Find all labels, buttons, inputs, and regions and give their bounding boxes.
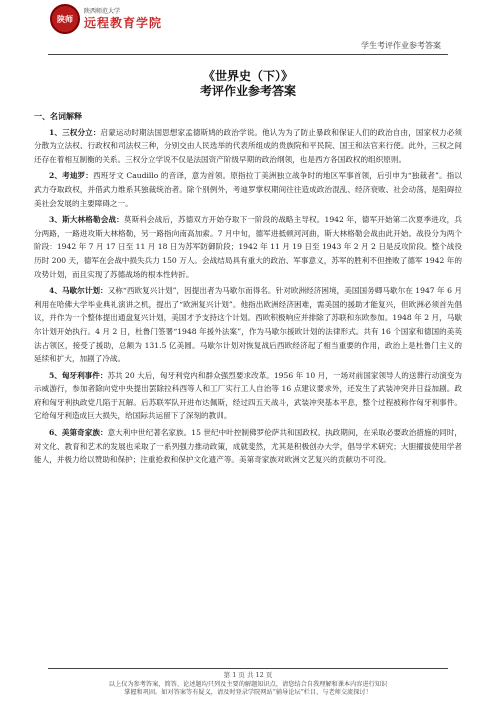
term-label: 2、考迪罗： — [49, 171, 93, 181]
term-text: 西班牙文 Caudillo 的音译，意为首领。原指拉丁美洲独立战争时的地区军事首领，后引申为“独裁者”。指以武力夺取政权，并借武力维系其独裁统治者。除个别例外，考迪罗掌权期间往往造成政治混乱、经济衰败、社会动荡，是阻碍拉美社会发展的主要障碍之一。 — [34, 171, 462, 208]
school-emblem-icon: 陕师 — [50, 4, 80, 34]
term-text: 莫斯科会战后，苏德双方开始夺取下一阶段的战略主导权。1942 年，德军开始第二次夏季进攻，兵分两路，一路进攻斯大林格勒，另一路指向南高加索。7 月中旬，德军进抵顿河河曲，斯大林格勒会战由此开始。战役分为两个阶段：1942 年 7 月 17 日至 11 月 18 日为苏军防御阶段；1942 年 11 月 19 日至 1943 年 2 月 2 日是反攻阶段。整个战役历时 200 天，德军在会战中损失兵力 150 万人。会战结局具有重大的政治、军事意义，苏军的胜利不但挫败了德军 1942 年的攻势计划，而且实现了苏德战场的根本性转折。 — [34, 215, 462, 279]
page-number: 第 1 页 共 12 页 — [223, 671, 273, 679]
page-header — [0, 0, 496, 58]
footer-note — [0, 681, 496, 697]
term-item — [34, 426, 462, 467]
term-item — [34, 126, 462, 167]
footer-note-line: 掌握和巩固。如对答案等有疑义，请及时登录学院网站“辅导论坛”栏目，与老师交流探讨！ — [124, 689, 372, 696]
header-caption: 学生考评作业参考答案 — [361, 41, 441, 50]
term-text: 意大利中世纪著名家族。15 世纪中叶控制佛罗伦萨共和国政权。执政期间，在采取必要政治措施的同时，对文化、教育和艺术的发展也采取了一系列强力推动政策，成就斐然，尤其是积极创办大学，倡导学术研究；大胆擢拔使用学者能人，并极力给以赞助和保护；注重抢救和保护文化遗产等。美第奇家族对欧洲文艺复兴的贡献功不可没。 — [34, 428, 462, 465]
logo-college-name: 远程教育学院 — [84, 15, 163, 30]
footer-divider — [48, 668, 448, 669]
term-item — [34, 284, 462, 366]
term-label: 5、匈牙利事件： — [49, 370, 108, 380]
section-heading: 一、名词解释 — [34, 111, 82, 121]
term-item — [34, 169, 462, 210]
term-item — [34, 369, 462, 423]
term-label: 6、美第奇家族： — [49, 428, 108, 438]
term-text: 启蒙运动时期法国思想家孟德斯鸠的政治学说。他认为为了防止暴政和保证人们的政治自由，国家权力必须分散为立法权、行政权和司法权三种，分别交由人民选举的代表所组成的贵族院和平民院、国王和法官来行使。此外，三权之间还存在着相互制衡的关系。三权分立学说不仅是法国资产阶级早期的政治纲领，也是西方各国政权的组织原则。 — [34, 127, 462, 164]
document-body — [34, 110, 462, 470]
term-text: 又称“西欧复兴计划”，因提出者为马歇尔而得名。针对欧洲经济困境，美国国务卿马歇尔在 1947 年 6 月利用在哈佛大学毕业典礼演讲之机，提出了“欧洲复兴计划”。他指出欧洲经济困难，需美国的援助才能复兴，但欧洲必须首先倡议，并作为一个整体提出通盘复兴计划，美国才予支持这个计划。西欧积极响应并排除了苏联和东欧参加。1948 年 2 月，马歇尔计划开始执行。4 月 2 日，杜鲁门签署“1948 年援外法案”，作为马歇尔援欧计划的法律形式。共有 16 个国家和德国的美英法占领区，接受了援助，总额为 131.5 亿美圆。马歇尔计划对恢复战后西欧经济起了相当重要的作用，政治上是杜鲁门主义的延续和扩大，加剧了冷战。 — [34, 286, 462, 364]
logo-university-name: 陕西师范大学 — [84, 7, 121, 15]
school-logo — [50, 4, 162, 34]
header-divider — [48, 54, 448, 55]
footer-note-line: 以上仅为参考答案，简答、论述题均只列及主要的解题知识点，请您结合自我理解和课本内容进行知识 — [108, 681, 388, 688]
term-label: 4、马歇尔计划： — [49, 286, 108, 296]
term-label: 1、三权分立： — [49, 127, 101, 137]
term-item — [34, 213, 462, 281]
document-title: 《世界史（下）》 — [202, 69, 293, 83]
term-text: 苏共 20 大后，匈牙利党内和群众强烈要求改革。1956 年 10 月，一场对前国家领导人的送葬行动演变为示威游行，参加者除向党中央提出罢除拉科西等人和工厂实行工人自治等 16 点建议要求外，还发生了武装冲突并日益加剧。政府和匈牙利执政党几陷于瓦解。后苏联军队开进布达佩斯，经过四五天战斗，武装冲突基本平息，整个过程被称作匈牙利事件。它给匈牙利造成巨大损失，给国际共运留下了深刻的教训。 — [34, 370, 462, 421]
term-label: 3、斯大林格勒会战： — [49, 215, 124, 225]
document-subtitle: 考评作业参考答案 — [199, 84, 296, 98]
